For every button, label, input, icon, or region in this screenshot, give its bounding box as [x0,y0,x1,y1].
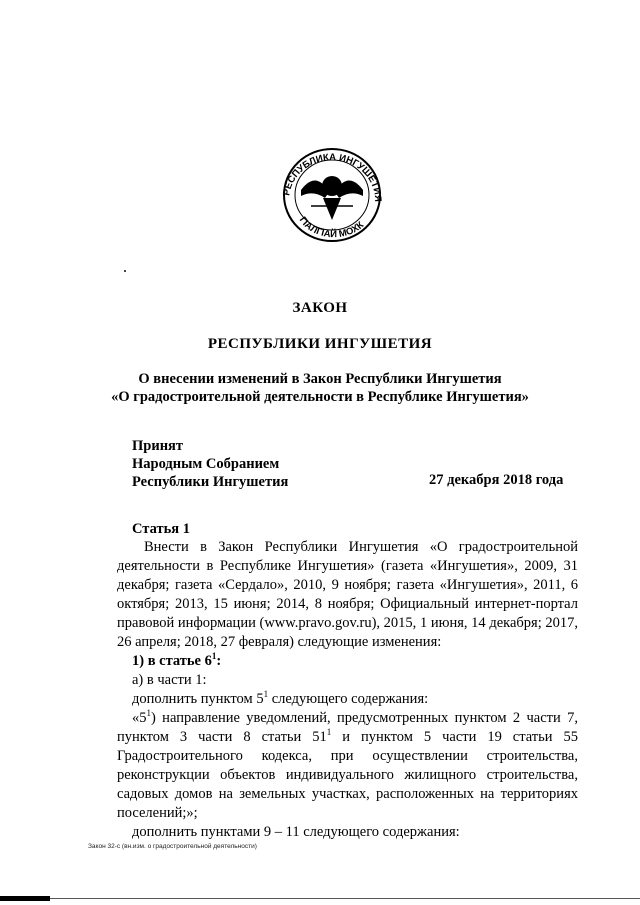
footer-doc-id: Закон 32-с (вн.изм. о градостроительной деятельности) [88,843,257,850]
intro-line-2: деятельности в Республике Ингушетия» (газета «Ингушетия», 2009, 31 [117,558,578,574]
eagle-emblem-icon [301,176,363,220]
subtitle-line-2: «О градостроительной деятельности в Республике Ингушетия» [111,389,529,405]
scan-edge-border [0,896,640,905]
adopted-by: Народным Собранием [132,456,280,472]
scan-speck [124,270,126,272]
intro-line-3: декабря; газета «Сердало», 2010, 9 ноября; газета «Ингушетия», 2011, 6 [117,577,578,593]
adopted-by-region: Республики Ингушетия [132,474,289,490]
quote-line-3: Градостроительного кодекса, при осуществлении строительства, [117,748,578,764]
intro-line-4: октября; 2013, 15 июня; 2014, 8 ноября; Официальный интернет-портал [117,596,578,612]
intro-line-1: Внести в Закон Республики Ингушетия «О градостроительной [144,539,578,555]
scan-edge-thick [0,896,50,901]
item-1: 1) в статье $6^1$: [132,651,222,669]
quote-line-6: поселений;»; [117,805,198,821]
quote-line-5: садовых домов на земельных участках, расположенных на территориях [117,786,578,802]
add-points-9-11: дополнить пунктами 9 – 11 следующего содержания: [132,824,460,840]
adoption-date: 27 декабря 2018 года [429,472,564,488]
adopted-label: Принят [132,438,184,454]
region-title: РЕСПУБЛИКИ ИНГУШЕТИЯ [207,336,433,352]
scan-edge-thin [50,898,640,899]
sub-item-a: а) в части 1: [132,672,207,688]
quote-line-4: реконструкции объектов индивидуального жилищного строительства, [117,767,578,783]
seal-bottom-text [297,215,366,240]
state-seal [271,140,393,246]
quote-line-1: «$5^1$) направление уведомлений, предусмотренных пунктом 2 части 7, [132,708,578,726]
add-point-5-1: дополнить пунктом $5^1$ следующего содержания: [132,689,429,707]
doc-type-title: ЗАКОН [292,300,348,316]
svg-text:ГIАЛГIАЙ МОХК: ГIАЛГIАЙ МОХК [296,214,366,241]
quote-line-2: пунктом 3 части 8 статьи $51^1$ и пунктом 5 части 19 статьи 55 [117,727,578,745]
intro-line-6: 26 апреля; 2018, 27 февраля) следующие изменения: [117,634,442,650]
article-title: Статья 1 [132,521,190,537]
svg-text:РЕСПУБЛИКА ИНГУШЕТИЯ: РЕСПУБЛИКА ИНГУШЕТИЯ [281,151,384,203]
intro-line-5: правовой информации (www.pravo.gov.ru), 2015, 1 июня, 14 декабря; 2017, [117,615,578,631]
subtitle-line-1: О внесении изменений в Закон Республики Ингушетия [138,371,502,387]
